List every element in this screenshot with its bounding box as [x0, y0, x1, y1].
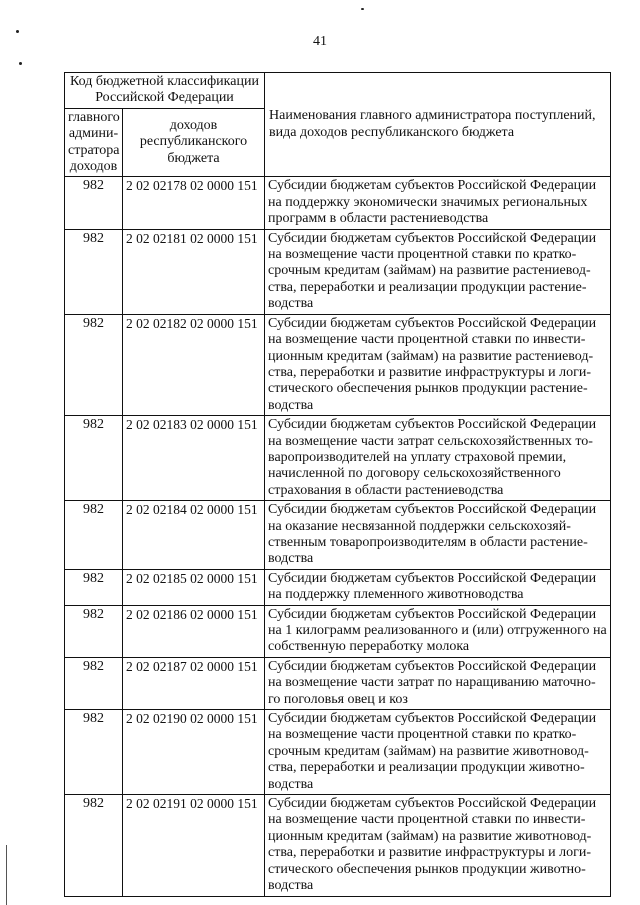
admin-code-cell: 982	[65, 569, 123, 605]
admin-code-cell: 982	[65, 177, 123, 229]
table-row	[65, 569, 611, 605]
admin-code-cell: 982	[65, 657, 123, 709]
revenue-code-cell: 2 02 02190 02 0000 151	[123, 710, 265, 795]
admin-code-cell: 982	[65, 416, 123, 501]
revenue-code-cell: 2 02 02178 02 0000 151	[123, 177, 265, 229]
revenue-code-cell: 2 02 02182 02 0000 151	[123, 314, 265, 415]
revenue-name-cell: Субсидии бюджетам субъектов Российской Федерации на возмещение части процентной ставки по кратко-срочным кредитам (займам) на развитие животновод-ства, переработки и реализации продукции животно-водства	[265, 710, 611, 795]
admin-code-cell: 982	[65, 795, 123, 896]
revenue-code-cell: 2 02 02181 02 0000 151	[123, 229, 265, 314]
table-body	[65, 177, 611, 896]
scan-speck	[361, 8, 364, 10]
table-row	[65, 229, 611, 314]
table-header-row	[65, 73, 611, 109]
admin-code-cell: 982	[65, 229, 123, 314]
revenue-name-cell: Субсидии бюджетам субъектов Российской Федерации на поддержку племенного животноводства	[265, 569, 611, 605]
header-group-title: Код бюджетной классификации Российской Федерации	[65, 73, 265, 109]
page-number: 41	[313, 34, 327, 49]
table-row	[65, 501, 611, 570]
revenue-name-cell: Субсидии бюджетам субъектов Российской Федерации на возмещение части процентной ставки по инвести-ционным кредитам (займам) на развитие животновод-ства, переработки и развитие инфраструктуры и логи-стического обеспечения рынков продукции животно-водства	[265, 795, 611, 896]
table-row	[65, 710, 611, 795]
header-name-column: Наименования главного администратора поступлений, вида доходов республиканского бюджета	[265, 73, 611, 177]
revenue-name-cell: Субсидии бюджетам субъектов Российской Федерации на возмещение части процентной ставки по инвести-ционным кредитам (займам) на развитие растениевод-ства, переработки и развитие инфраструктуры и логи-стического обеспечения рынков продукции растение-водства	[265, 314, 611, 415]
admin-code-cell: 982	[65, 501, 123, 570]
scan-speck	[16, 30, 19, 33]
table-row	[65, 795, 611, 896]
revenue-code-cell: 2 02 02191 02 0000 151	[123, 795, 265, 896]
revenue-name-cell: Субсидии бюджетам субъектов Российской Федерации на возмещение части затрат по наращиванию маточно-го поголовья овец и коз	[265, 657, 611, 709]
header-admin-column: главного админи-стратора доходов	[65, 108, 123, 177]
revenue-code-cell: 2 02 02187 02 0000 151	[123, 657, 265, 709]
revenue-name-cell: Субсидии бюджетам субъектов Российской Федерации на поддержку экономически значимых региональных программ в области растениеводства	[265, 177, 611, 229]
revenue-code-cell: 2 02 02185 02 0000 151	[123, 569, 265, 605]
revenue-name-cell: Субсидии бюджетам субъектов Российской Федерации на 1 килограмм реализованного и (или) отгруженного на собственную переработку молока	[265, 605, 611, 657]
budget-classification-table	[64, 72, 611, 897]
scan-speck	[19, 62, 22, 65]
table-row	[65, 416, 611, 501]
revenue-code-cell: 2 02 02183 02 0000 151	[123, 416, 265, 501]
table-row	[65, 314, 611, 415]
revenue-name-cell: Субсидии бюджетам субъектов Российской Федерации на возмещение части процентной ставки по кратко-срочным кредитам (займам) на развитие растениевод-ства, переработки и реализации продукции растение-водства	[265, 229, 611, 314]
revenue-name-cell: Субсидии бюджетам субъектов Российской Федерации на оказание несвязанной поддержки сельскохозяй-ственным товаропроизводителям в области растение-водства	[265, 501, 611, 570]
admin-code-cell: 982	[65, 710, 123, 795]
scan-edge-line	[6, 845, 7, 905]
header-code-column: доходов республиканского бюджета	[123, 108, 265, 177]
revenue-code-cell: 2 02 02186 02 0000 151	[123, 605, 265, 657]
admin-code-cell: 982	[65, 605, 123, 657]
table-row	[65, 657, 611, 709]
admin-code-cell: 982	[65, 314, 123, 415]
revenue-name-cell: Субсидии бюджетам субъектов Российской Федерации на возмещение части затрат сельскохозяйственных то-варопроизводителей на уплату страховой премии, начисленной по договору сельскохозяйственного страхования в области растениеводства	[265, 416, 611, 501]
revenue-code-cell: 2 02 02184 02 0000 151	[123, 501, 265, 570]
table-row	[65, 605, 611, 657]
table-row	[65, 177, 611, 229]
